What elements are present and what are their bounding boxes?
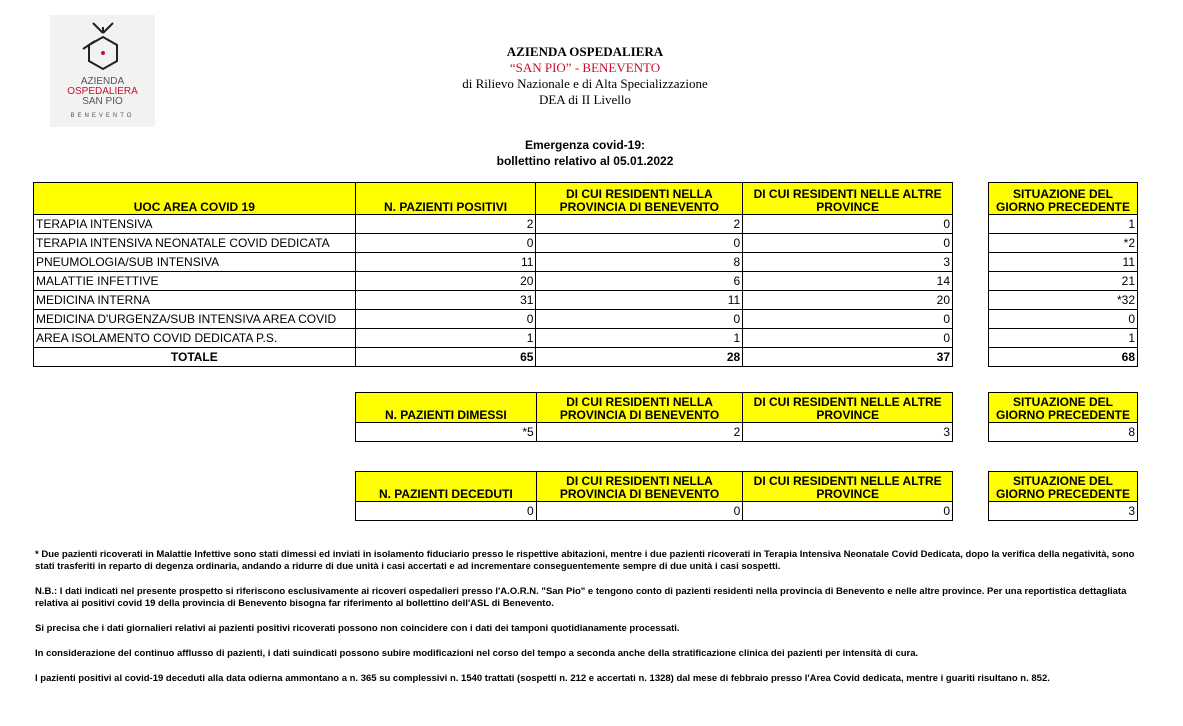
table-row	[34, 329, 953, 348]
table-row	[34, 272, 953, 291]
col-header-bn-residents: DI CUI RESIDENTI NELLA PROVINCIA DI BENEVENTO	[536, 472, 743, 502]
table-row	[34, 253, 953, 272]
deceased-bn-value: 0	[536, 502, 743, 521]
table-row	[989, 502, 1138, 521]
note-daily-data: Si precisa che i dati giornalieri relativi ai pazienti positivi ricoverati possono non coincidere con i dati dei tamponi quotidianamente processati.	[35, 623, 680, 634]
deceased-value: 0	[356, 502, 537, 521]
table-row	[989, 234, 1138, 253]
table-row	[989, 329, 1138, 348]
logo-line-4: BENEVENTO	[70, 113, 135, 119]
table-row	[356, 423, 953, 442]
footnotes	[35, 549, 1145, 698]
note-deaths-summary: I pazienti positivi al covid-19 deceduti alla data odierna ammontano a n. 365 su complessivi n. 1540 trattati (sospetti n. 212 e accertati n. 1328) dal mese di febbraio presso l'Area Covid dedicata, mentre i guariti risultano n. 852.	[35, 673, 1050, 684]
logo-line-2: OSPEDALIERA	[67, 86, 138, 97]
previous-value: *2	[989, 234, 1138, 253]
header-line-2: “SAN PIO” - BENEVENTO	[509, 60, 661, 75]
row-label: PNEUMOLOGIA/SUB INTENSIVA	[34, 253, 356, 272]
previous-total: 68	[989, 348, 1138, 367]
previous-value: 11	[989, 253, 1138, 272]
col-header-previous-day: SITUAZIONE DEL GIORNO PRECEDENTE	[989, 393, 1138, 423]
table-row	[34, 310, 953, 329]
table-row	[356, 502, 953, 521]
col-header-positive: N. PAZIENTI POSITIVI	[355, 183, 536, 215]
row-label: MALATTIE INFETTIVE	[34, 272, 356, 291]
previous-day-deceased-table	[988, 471, 1138, 521]
table-row	[989, 215, 1138, 234]
previous-value: 21	[989, 272, 1138, 291]
bn-value: 8	[536, 253, 743, 272]
positive-value: 31	[355, 291, 536, 310]
other-value: 0	[743, 329, 953, 348]
total-label: TOTALE	[34, 348, 356, 367]
total-row	[989, 348, 1138, 367]
row-label: AREA ISOLAMENTO COVID DEDICATA P.S.	[34, 329, 356, 348]
previous-value: *32	[989, 291, 1138, 310]
deceased-other-value: 0	[743, 502, 953, 521]
previous-day-positive-table	[988, 182, 1138, 367]
col-header-bn-residents: DI CUI RESIDENTI NELLA PROVINCIA DI BENEVENTO	[536, 393, 743, 423]
row-label: TERAPIA INTENSIVA	[34, 215, 356, 234]
bn-value: 0	[536, 234, 743, 253]
header-line-4: DEA di II Livello	[538, 92, 632, 107]
table-row	[989, 423, 1138, 442]
note-asterisk: * Due pazienti ricoverati in Malattie Infettive sono stati dimessi ed inviati in isolamento fiduciario presso le rispettive abitazioni, mentre i due pazienti ricoverati in Terapia Intensiva Neonatale Covid Dedicata, dopo la verifica della negatività, sono stati trasferiti in reparto di degenza ordinaria, andando a ridurre di due unità i casi accertati e ad incrementare conseguentemente sempre di due unità i casi sospetti.	[35, 549, 1135, 572]
discharged-other-value: 3	[743, 423, 953, 442]
total-bn: 28	[536, 348, 743, 367]
col-header-other-residents: DI CUI RESIDENTI NELLE ALTRE PROVINCE	[743, 393, 953, 423]
col-header-other-residents: DI CUI RESIDENTI NELLE ALTRE PROVINCE	[743, 472, 953, 502]
table-row	[34, 291, 953, 310]
other-value: 14	[743, 272, 953, 291]
bn-value: 0	[536, 310, 743, 329]
positive-value: 1	[355, 329, 536, 348]
previous-value: 8	[989, 423, 1138, 442]
bn-value: 1	[536, 329, 743, 348]
positive-patients-table	[33, 182, 953, 367]
header-line-3: di Rilievo Nazionale e di Alta Specializzazione	[462, 76, 708, 91]
bn-value: 6	[536, 272, 743, 291]
row-label: TERAPIA INTENSIVA NEONATALE COVID DEDICATA	[34, 234, 356, 253]
positive-value: 2	[355, 215, 536, 234]
table-row	[989, 253, 1138, 272]
logo-line-3: SAN PIO	[82, 96, 123, 107]
row-label: MEDICINA INTERNA	[34, 291, 356, 310]
bn-value: 11	[536, 291, 743, 310]
note-nb: N.B.: I dati indicati nel presente prospetto si riferiscono esclusivamente ai ricoveri ospedalieri presso l'A.O.R.N. "San Pio" e tengono conto di pazienti residenti nella provincia di Benevento e nelle altre province. Per una reportistica dettagliata relativa ai positivi covid 19 della provincia di Benevento bisogna far riferimento al bollettino dell'ASL di Benevento.	[35, 586, 1127, 609]
bn-value: 2	[536, 215, 743, 234]
row-label: MEDICINA D'URGENZA/SUB INTENSIVA AREA COVID	[34, 310, 356, 329]
title-line-2: bollettino relativo al 05.01.2022	[496, 154, 674, 168]
logo-line-1: AZIENDA	[80, 76, 125, 87]
header-line-1: AZIENDA OSPEDALIERA	[506, 44, 664, 59]
total-other: 37	[743, 348, 953, 367]
previous-day-discharged-table	[988, 392, 1138, 442]
table-row	[989, 272, 1138, 291]
total-positive: 65	[355, 348, 536, 367]
table-row	[34, 215, 953, 234]
table-row	[34, 234, 953, 253]
col-header-bn-residents: DI CUI RESIDENTI NELLA PROVINCIA DI BENEVENTO	[536, 183, 743, 215]
positive-value: 0	[355, 234, 536, 253]
other-value: 0	[743, 215, 953, 234]
col-header-deceased: N. PAZIENTI DECEDUTI	[356, 472, 537, 502]
previous-value: 1	[989, 329, 1138, 348]
total-row	[34, 348, 953, 367]
col-header-previous-day: SITUAZIONE DEL GIORNO PRECEDENTE	[989, 472, 1138, 502]
discharged-table	[355, 392, 953, 442]
other-value: 20	[743, 291, 953, 310]
col-header-discharged: N. PAZIENTI DIMESSI	[356, 393, 537, 423]
other-value: 0	[743, 310, 953, 329]
previous-value: 0	[989, 310, 1138, 329]
hospital-header	[430, 44, 740, 108]
other-value: 0	[743, 234, 953, 253]
positive-value: 20	[355, 272, 536, 291]
note-patient-flow: In considerazione del continuo afflusso di pazienti, i dati suindicati possono subire modificazioni nel corso del tempo a seconda anche della stratificazione clinica dei pazienti per intensità di cura.	[35, 648, 919, 659]
previous-value: 3	[989, 502, 1138, 521]
previous-value: 1	[989, 215, 1138, 234]
discharged-value: *5	[356, 423, 537, 442]
positive-value: 11	[355, 253, 536, 272]
col-header-other-residents: DI CUI RESIDENTI NELLE ALTRE PROVINCE	[743, 183, 953, 215]
hospital-logo	[50, 15, 155, 127]
discharged-bn-value: 2	[536, 423, 743, 442]
col-header-area: UOC AREA COVID 19	[34, 183, 356, 215]
table-row	[989, 291, 1138, 310]
positive-value: 0	[355, 310, 536, 329]
title-line-1: Emergenza covid-19:	[524, 138, 646, 152]
hexagon-logo-icon	[81, 19, 125, 77]
table-row	[989, 310, 1138, 329]
bulletin-title	[430, 137, 740, 169]
deceased-table	[355, 471, 953, 521]
other-value: 3	[743, 253, 953, 272]
col-header-previous-day: SITUAZIONE DEL GIORNO PRECEDENTE	[989, 183, 1138, 215]
